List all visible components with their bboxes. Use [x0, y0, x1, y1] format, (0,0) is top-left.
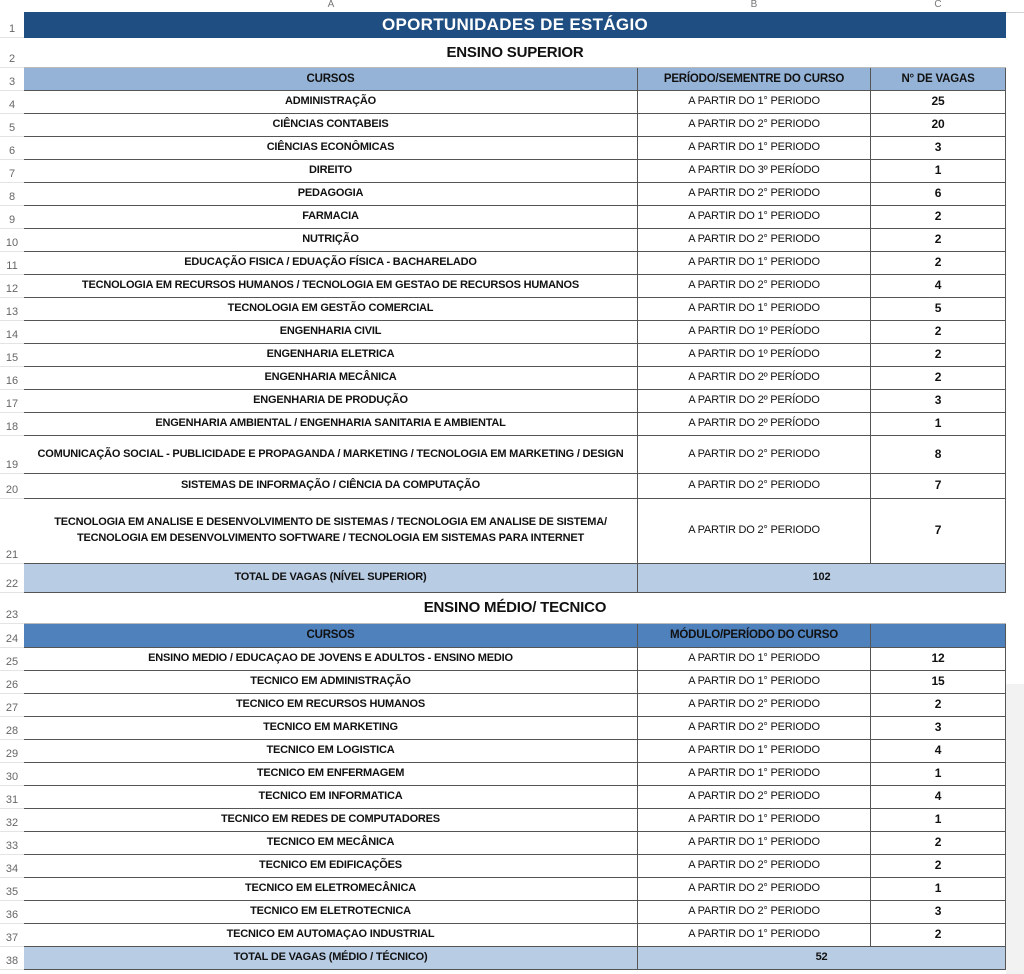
total-value[interactable]: 102	[638, 564, 1006, 593]
section-row	[0, 593, 1006, 624]
cell-c[interactable]: 25	[871, 91, 1006, 114]
cell-a[interactable]: NUTRIÇÃO	[24, 229, 638, 252]
row-number[interactable]: 24	[0, 624, 24, 648]
row-number[interactable]: 37	[0, 924, 24, 947]
cell-b[interactable]: A PARTIR DO 2° PERIODO	[638, 183, 871, 206]
cell-a[interactable]: TECNOLOGIA EM ANALISE E DESENVOLVIMENTO DE SISTEMAS / TECNOLOGIA EM ANALISE DE SISTEMA/ TECNOLOGIA EM DESENVOLVIMENTO SOFTWARE / TECNOLOGIA EM SISTEMAS PARA INTERNET	[24, 499, 638, 564]
cell-b[interactable]: A PARTIR DO 3º PERÍODO	[638, 160, 871, 183]
cell-b[interactable]: A PARTIR DO 2° PERIODO	[638, 474, 871, 499]
cell-c[interactable]	[871, 624, 1006, 648]
cell-a[interactable]: TECNICO EM EDIFICAÇÕES	[24, 855, 638, 878]
cell-c[interactable]: 2	[871, 252, 1006, 275]
row-number[interactable]: 25	[0, 648, 24, 671]
table-row	[0, 878, 1006, 901]
cell-b[interactable]: A PARTIR DO 2° PERIODO	[638, 855, 871, 878]
cell-a[interactable]: TECNICO EM LOGISTICA	[24, 740, 638, 763]
cell-a[interactable]: CURSOS	[24, 624, 638, 648]
table-row	[0, 298, 1006, 321]
table-row	[0, 694, 1006, 717]
header-row	[0, 624, 1006, 648]
row-number[interactable]: 28	[0, 717, 24, 740]
cell-a[interactable]: ENGENHARIA AMBIENTAL / ENGENHARIA SANITARIA E AMBIENTAL	[24, 413, 638, 436]
cell-c[interactable]: 7	[871, 474, 1006, 499]
row-number[interactable]: 3	[0, 68, 24, 91]
table-row	[0, 671, 1006, 694]
row-number[interactable]: 33	[0, 832, 24, 855]
row-number[interactable]: 34	[0, 855, 24, 878]
cell-c[interactable]: 2	[871, 855, 1006, 878]
table-row	[0, 855, 1006, 878]
cell-c[interactable]: 2	[871, 924, 1006, 947]
cell-a[interactable]: TECNICO EM ENFERMAGEM	[24, 763, 638, 786]
table-row	[0, 436, 1006, 474]
table-row	[0, 648, 1006, 671]
cell-c[interactable]: 4	[871, 786, 1006, 809]
table-row	[0, 717, 1006, 740]
table-row	[0, 924, 1006, 947]
table-row	[0, 901, 1006, 924]
cell-c[interactable]: 4	[871, 740, 1006, 763]
cell-a[interactable]: PEDAGOGIA	[24, 183, 638, 206]
cell-c[interactable]: 2	[871, 832, 1006, 855]
cell-c[interactable]: 6	[871, 183, 1006, 206]
row-number[interactable]: 17	[0, 390, 24, 413]
cell-a[interactable]: TECNICO EM AUTOMAÇAO INDUSTRIAL	[24, 924, 638, 947]
cell-b[interactable]: A PARTIR DO 2° PERIODO	[638, 786, 871, 809]
cell-c[interactable]: 3	[871, 137, 1006, 160]
cell-b[interactable]: A PARTIR DO 1° PERIODO	[638, 809, 871, 832]
table-row	[0, 474, 1006, 499]
section-row	[0, 38, 1006, 68]
column-header-a[interactable]: A	[327, 0, 335, 10]
cell-c[interactable]: 1	[871, 413, 1006, 436]
row-number[interactable]: 29	[0, 740, 24, 763]
row-number[interactable]: 21	[0, 499, 24, 564]
cell-b[interactable]: A PARTIR DO 2º PERÍODO	[638, 413, 871, 436]
section-title[interactable]: ENSINO MÉDIO/ TECNICO	[24, 593, 1006, 624]
row-number[interactable]: 35	[0, 878, 24, 901]
table-row	[0, 137, 1006, 160]
cell-a[interactable]: CIÊNCIAS ECONÔMICAS	[24, 137, 638, 160]
table-row	[0, 344, 1006, 367]
cell-a[interactable]: TECNICO EM INFORMATICA	[24, 786, 638, 809]
cell-c[interactable]: 2	[871, 367, 1006, 390]
cell-c[interactable]: 3	[871, 901, 1006, 924]
cell-a[interactable]: ENSINO MEDIO / EDUCAÇAO DE JOVENS E ADULTOS - ENSINO MEDIO	[24, 648, 638, 671]
cell-b[interactable]: A PARTIR DO 1° PERIODO	[638, 648, 871, 671]
table-row	[0, 413, 1006, 436]
table-row	[0, 206, 1006, 229]
row-number[interactable]: 11	[0, 252, 24, 275]
cell-b[interactable]: A PARTIR DO 1° PERIODO	[638, 740, 871, 763]
cell-a[interactable]: TECNICO EM ADMINISTRAÇÃO	[24, 671, 638, 694]
row-number[interactable]: 12	[0, 275, 24, 298]
cell-b[interactable]: A PARTIR DO 2º PERÍODO	[638, 390, 871, 413]
row-number[interactable]: 13	[0, 298, 24, 321]
total-row	[0, 947, 1006, 970]
table-row	[0, 390, 1006, 413]
row-number[interactable]: 10	[0, 229, 24, 252]
cell-c[interactable]: 1	[871, 809, 1006, 832]
cell-a[interactable]: TECNICO EM MARKETING	[24, 717, 638, 740]
table-row	[0, 229, 1006, 252]
cell-b[interactable]: A PARTIR DO 1° PERIODO	[638, 671, 871, 694]
row-number[interactable]: 31	[0, 786, 24, 809]
table-row	[0, 832, 1006, 855]
cell-b[interactable]: A PARTIR DO 2º PERÍODO	[638, 367, 871, 390]
cell-c[interactable]: 12	[871, 648, 1006, 671]
cell-a[interactable]: ADMINISTRAÇÃO	[24, 91, 638, 114]
cell-c[interactable]: 4	[871, 275, 1006, 298]
cell-a[interactable]: COMUNICAÇÃO SOCIAL - PUBLICIDADE E PROPAGANDA / MARKETING / TECNOLOGIA EM MARKETING / DESIGN	[24, 436, 638, 474]
row-number[interactable]: 30	[0, 763, 24, 786]
row-number[interactable]: 1	[0, 12, 24, 38]
cell-a[interactable]: ENGENHARIA MECÂNICA	[24, 367, 638, 390]
table-row	[0, 91, 1006, 114]
cell-b[interactable]: A PARTIR DO 1° PERIODO	[638, 298, 871, 321]
table-row	[0, 114, 1006, 137]
cell-a[interactable]: TECNICO EM MECÂNICA	[24, 832, 638, 855]
row-number[interactable]: 18	[0, 413, 24, 436]
cell-c[interactable]: 8	[871, 436, 1006, 474]
total-label[interactable]: TOTAL DE VAGAS (NÍVEL SUPERIOR)	[24, 564, 638, 593]
cell-b[interactable]: A PARTIR DO 2° PERIODO	[638, 694, 871, 717]
cell-c[interactable]: 3	[871, 717, 1006, 740]
table-row	[0, 763, 1006, 786]
cell-b[interactable]: A PARTIR DO 2° PERIODO	[638, 275, 871, 298]
row-number[interactable]: 32	[0, 809, 24, 832]
cell-c[interactable]: 20	[871, 114, 1006, 137]
cell-c[interactable]: 2	[871, 229, 1006, 252]
table-row	[0, 786, 1006, 809]
column-header-c[interactable]: C	[934, 0, 942, 10]
cell-a[interactable]: ENGENHARIA ELETRICA	[24, 344, 638, 367]
row-number[interactable]: 14	[0, 321, 24, 344]
cell-a[interactable]: DIREITO	[24, 160, 638, 183]
cell-b[interactable]: A PARTIR DO 1° PERIODO	[638, 832, 871, 855]
cell-a[interactable]: TECNICO EM ELETROMECÂNICA	[24, 878, 638, 901]
cell-c[interactable]: 1	[871, 160, 1006, 183]
sheet-title[interactable]: OPORTUNIDADES DE ESTÁGIO	[24, 12, 1006, 38]
row-number[interactable]: 23	[0, 593, 24, 624]
row-number[interactable]: 19	[0, 436, 24, 474]
cell-a[interactable]: CURSOS	[24, 68, 638, 91]
cell-b[interactable]: A PARTIR DO 2° PERIODO	[638, 499, 871, 564]
row-number[interactable]: 2	[0, 38, 24, 68]
table-row	[0, 275, 1006, 298]
column-header-b[interactable]: B	[750, 0, 758, 10]
cell-b[interactable]: A PARTIR DO 1° PERIODO	[638, 763, 871, 786]
title-row	[0, 12, 1006, 38]
row-number[interactable]: 16	[0, 367, 24, 390]
cell-b[interactable]: A PARTIR DO 1° PERIODO	[638, 252, 871, 275]
table-row	[0, 160, 1006, 183]
row-number[interactable]: 20	[0, 474, 24, 499]
cell-a[interactable]: EDUCAÇÃO FISICA / EDUAÇÃO FÍSICA - BACHARELADO	[24, 252, 638, 275]
row-number[interactable]: 8	[0, 183, 24, 206]
cell-c[interactable]: N° DE VAGAS	[871, 68, 1006, 91]
cell-b[interactable]: A PARTIR DO 1º PERÍODO	[638, 321, 871, 344]
cell-c[interactable]: 7	[871, 499, 1006, 564]
cell-b[interactable]: A PARTIR DO 1° PERIODO	[638, 924, 871, 947]
row-number[interactable]: 36	[0, 901, 24, 924]
total-row	[0, 564, 1006, 593]
cell-b[interactable]: A PARTIR DO 1° PERIODO	[638, 206, 871, 229]
section-title[interactable]: ENSINO SUPERIOR	[24, 38, 1006, 68]
row-number[interactable]: 26	[0, 671, 24, 694]
table-row	[0, 367, 1006, 390]
row-number[interactable]: 5	[0, 114, 24, 137]
cell-a[interactable]: TECNOLOGIA EM GESTÃO COMERCIAL	[24, 298, 638, 321]
cell-a[interactable]: ENGENHARIA CIVIL	[24, 321, 638, 344]
sheet-background	[1006, 684, 1024, 974]
cell-a[interactable]: TECNICO EM ELETROTECNICA	[24, 901, 638, 924]
cell-b[interactable]: A PARTIR DO 2° PERIODO	[638, 901, 871, 924]
cell-b[interactable]: A PARTIR DO 1º PERÍODO	[638, 344, 871, 367]
total-value[interactable]: 52	[638, 947, 1006, 970]
cell-b[interactable]: A PARTIR DO 2° PERIODO	[638, 717, 871, 740]
cell-b[interactable]: A PARTIR DO 2° PERIODO	[638, 229, 871, 252]
row-number[interactable]: 38	[0, 947, 24, 970]
cell-c[interactable]: 3	[871, 390, 1006, 413]
cell-a[interactable]: FARMACIA	[24, 206, 638, 229]
row-number[interactable]: 7	[0, 160, 24, 183]
cell-b[interactable]: A PARTIR DO 1° PERIODO	[638, 91, 871, 114]
total-label[interactable]: TOTAL DE VAGAS (MÉDIO / TÉCNICO)	[24, 947, 638, 970]
row-number[interactable]: 4	[0, 91, 24, 114]
table-row	[0, 183, 1006, 206]
table-row	[0, 321, 1006, 344]
cell-a[interactable]: CIÊNCIAS CONTABEIS	[24, 114, 638, 137]
cell-a[interactable]: ENGENHARIA DE PRODUÇÃO	[24, 390, 638, 413]
cell-c[interactable]: 2	[871, 694, 1006, 717]
cell-c[interactable]: 2	[871, 344, 1006, 367]
cell-a[interactable]: TECNICO EM REDES DE COMPUTADORES	[24, 809, 638, 832]
cell-b[interactable]: MÓDULO/PERÍODO DO CURSO	[638, 624, 871, 648]
cell-a[interactable]: TECNOLOGIA EM RECURSOS HUMANOS / TECNOLOGIA EM GESTAO DE RECURSOS HUMANOS	[24, 275, 638, 298]
cell-a[interactable]: SISTEMAS DE INFORMAÇÃO / CIÊNCIA DA COMPUTAÇÃO	[24, 474, 638, 499]
header-row	[0, 68, 1006, 91]
table-row	[0, 740, 1006, 763]
cell-a[interactable]: TECNICO EM RECURSOS HUMANOS	[24, 694, 638, 717]
row-number[interactable]: 9	[0, 206, 24, 229]
cell-c[interactable]: 15	[871, 671, 1006, 694]
cell-b[interactable]: A PARTIR DO 2° PERIODO	[638, 878, 871, 901]
row-number[interactable]: 6	[0, 137, 24, 160]
cell-b[interactable]: A PARTIR DO 2° PERIODO	[638, 114, 871, 137]
row-number[interactable]: 27	[0, 694, 24, 717]
cell-c[interactable]: 1	[871, 763, 1006, 786]
cell-b[interactable]: A PARTIR DO 1° PERIODO	[638, 137, 871, 160]
cell-c[interactable]: 2	[871, 321, 1006, 344]
cell-c[interactable]: 2	[871, 206, 1006, 229]
cell-c[interactable]: 1	[871, 878, 1006, 901]
table-row	[0, 252, 1006, 275]
row-number[interactable]: 15	[0, 344, 24, 367]
table-row	[0, 499, 1006, 564]
row-number[interactable]: 22	[0, 564, 24, 593]
table-row	[0, 809, 1006, 832]
cell-c[interactable]: 5	[871, 298, 1006, 321]
cell-b[interactable]: A PARTIR DO 2° PERIODO	[638, 436, 871, 474]
cell-b[interactable]: PERÍODO/SEMENTRE DO CURSO	[638, 68, 871, 91]
